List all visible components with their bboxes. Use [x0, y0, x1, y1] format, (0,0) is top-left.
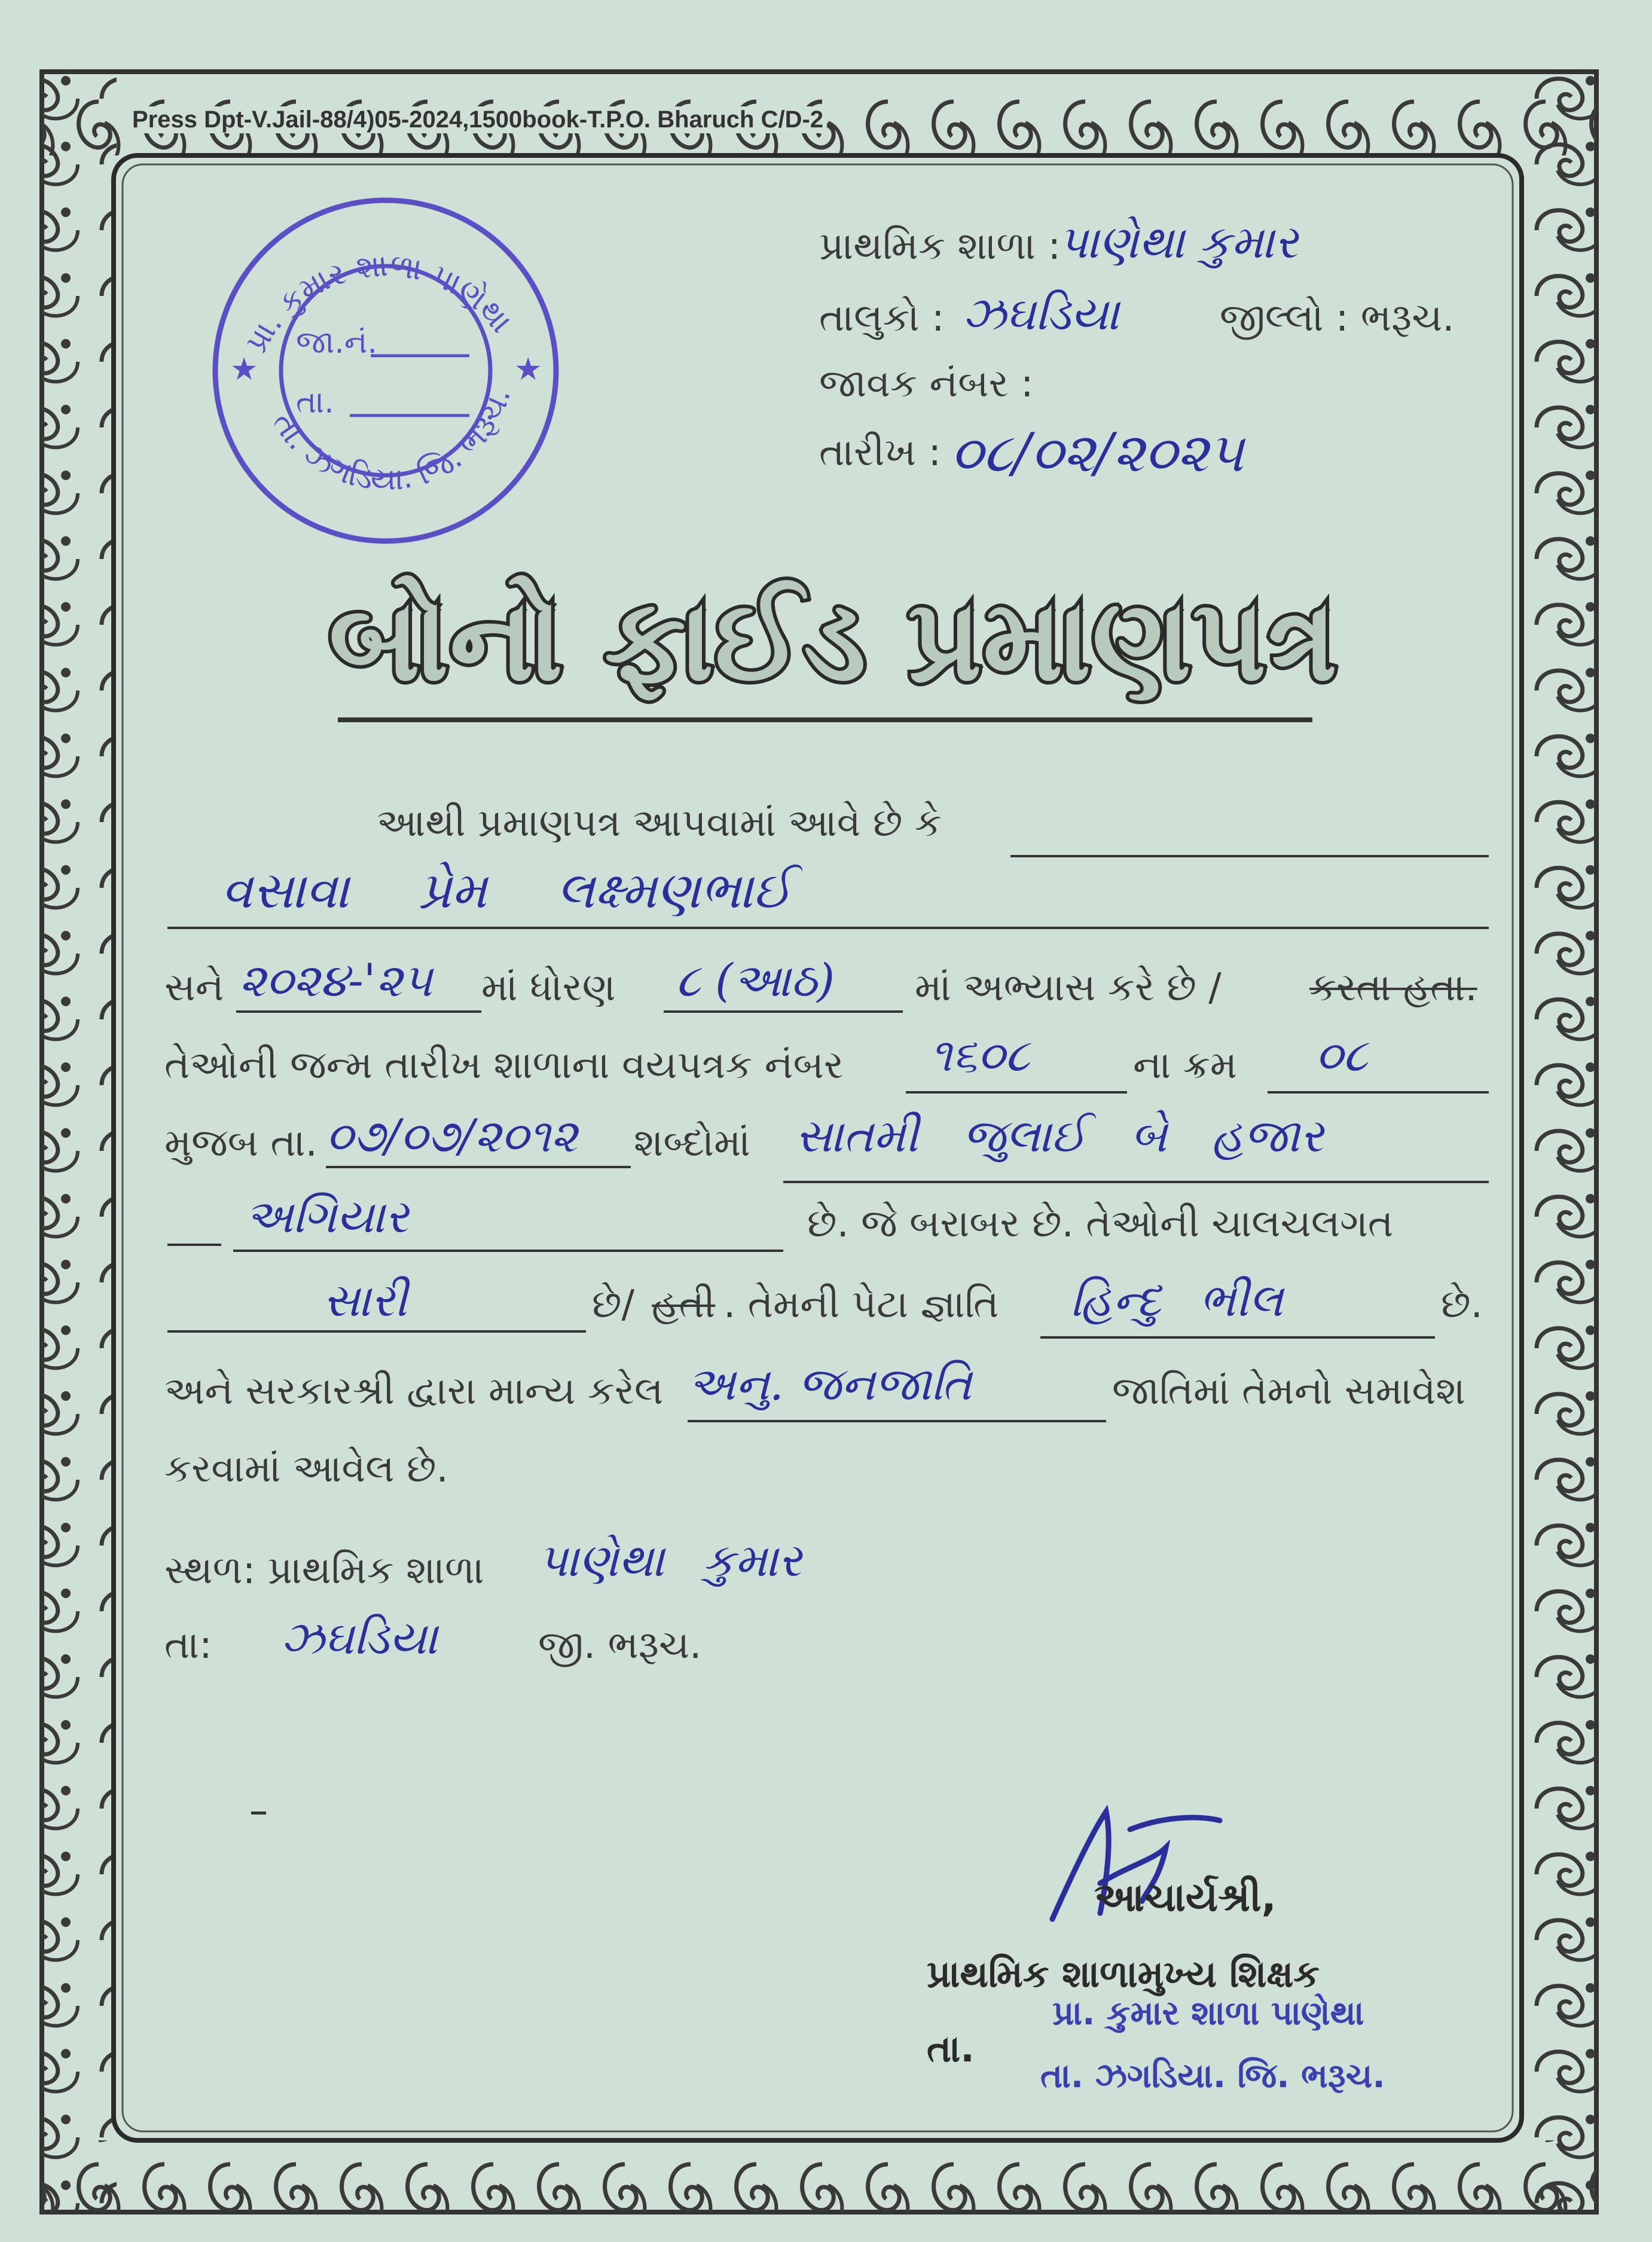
- stray-mark: [251, 1812, 266, 1815]
- signature-stamp-line-1: પ્રા. કુમાર શાળા પાણેથા: [1052, 1994, 1364, 2033]
- standard-line: [664, 1010, 903, 1013]
- taluka-value: ઝઘડિયા: [963, 287, 1119, 340]
- words-label: શબ્દોમાં: [634, 1121, 751, 1165]
- place-district: જી. ભરૂચ.: [538, 1623, 702, 1667]
- dob-words-2: અગિયાર: [245, 1190, 408, 1243]
- stamp-date-label: તા.: [296, 384, 334, 420]
- stamp-ring-top: પ્રા. કુમાર શાળા પાણેથા: [238, 247, 520, 359]
- principal-label: આચાર્યશ્રી,: [1094, 1874, 1277, 1920]
- press-line: Press Dpt-V.Jail-88/4)05-2024,1500book-T.P.O. Bharuch C/D-2: [129, 106, 827, 133]
- certificate-title: બોનો ફાઈડ પ્રમાણપત્ર: [329, 574, 1339, 706]
- conduct-line: [167, 1330, 586, 1333]
- dob-words-2-line: [233, 1250, 783, 1252]
- stamp-star-right: ★: [514, 352, 542, 387]
- school-round-stamp: [206, 191, 565, 550]
- serial-label: ના ક્રમ: [1133, 1043, 1238, 1088]
- serial-line: [1268, 1091, 1489, 1093]
- place-taluka-value: ઝઘડિયા: [281, 1611, 438, 1664]
- category-line: [688, 1420, 1106, 1422]
- subcaste-value: હિન્દુ ભીલ: [1070, 1273, 1283, 1327]
- student-name: વસાવા પ્રેમ લક્ષ્મણભાઈ: [221, 861, 792, 920]
- stamp-star-left: ★: [230, 352, 258, 387]
- year-prefix: સને: [164, 966, 224, 1010]
- dob-value: ૦૭/૦૭/૨૦૧૨: [326, 1109, 578, 1162]
- conduct-value: સારી: [323, 1273, 408, 1327]
- included-text: કરવામાં આવેલ છે.: [164, 1447, 448, 1491]
- academic-year: ૨૦૨૪-'૨૫: [239, 954, 433, 1007]
- taluka-label: તાલુકો :: [819, 296, 945, 340]
- signature-stamp-line-2: તા. ઝગડિયા. જિ. ભરૂચ.: [1040, 2057, 1385, 2096]
- studies-struck-text: કરતા હતા.: [1309, 966, 1477, 1010]
- date-label: તારીખ :: [819, 430, 942, 475]
- govt-approved-text: અને સરકારશ્રી દ્વારા માન્ય કરેલ: [164, 1369, 664, 1413]
- district-label: જીલ્લો : ભરૂચ.: [1220, 296, 1455, 340]
- birth-register-text: તેઓની જન્મ તારીખ શાળાના વયપત્રક નંબર: [164, 1043, 844, 1088]
- place-label: સ્થળ: પ્રાથમિક શાળા: [164, 1548, 484, 1593]
- outward-number-label: જાવક નંબર :: [819, 362, 1034, 406]
- signature-ta-label: તા.: [927, 2027, 975, 2070]
- designation-label: પ્રાથમિક શાળામુખ્ય શિક્ષક: [927, 1952, 1320, 1996]
- date-value: ૦૮/૦૨/૨૦૨૫: [951, 421, 1244, 484]
- register-number: ૧૬૦૮: [930, 1028, 1030, 1082]
- subcaste-suffix: છે.: [1441, 1282, 1483, 1327]
- school-value: પાણેથા કુમાર: [1058, 215, 1298, 268]
- dob-words-1: સાતમી જુલાઈ બે હજાર: [795, 1109, 1324, 1162]
- stamp-ring-bottom: તા. ઝગડિયા. જિ. ભરૂચ.: [265, 384, 518, 498]
- intro-text: આથી પ્રમાણપત્ર આપવામાં આવે છે કે: [377, 801, 942, 845]
- serial-value: ૦૮: [1315, 1028, 1368, 1082]
- place-value: પાણેથા કુમાર: [538, 1534, 802, 1587]
- caste-inclusion-text: જાતિમાં તેમનો સમાવેશ: [1112, 1369, 1465, 1413]
- studies-text: માં અભ્યાસ કરે છે /: [915, 966, 1222, 1010]
- stamp-outward-no-label: જા.નં.: [296, 325, 378, 361]
- place-taluka-label: તા:: [164, 1623, 212, 1667]
- as-per-label: મુજબ તા.: [164, 1121, 317, 1165]
- category-value: અનુ. જનજાતિ: [688, 1357, 972, 1410]
- school-label: પ્રાથમિક શાળા :: [819, 224, 1061, 268]
- conduct-struck-text: હતી: [652, 1282, 716, 1327]
- dob-words-line: [783, 1181, 1489, 1183]
- intro-blank-line: [1010, 855, 1489, 857]
- dob-words-2-lead-line: [167, 1244, 221, 1246]
- dob-line: [326, 1166, 631, 1168]
- register-line: [906, 1091, 1127, 1093]
- correct-conduct-text: છે. જે બરાબર છે. તેઓની ચાલચલગત: [807, 1202, 1394, 1246]
- title-underline: [338, 717, 1312, 722]
- year-line: [236, 1010, 481, 1013]
- standard-value: ૮ (આઠ): [676, 954, 835, 1007]
- student-name-line: [167, 927, 1489, 929]
- standard-label: માં ધોરણ: [481, 966, 616, 1010]
- conduct-suffix: છે/: [592, 1282, 635, 1327]
- subcaste-label: . તેમની પેટા જ્ઞાતિ: [723, 1282, 999, 1327]
- subcaste-line: [1040, 1336, 1435, 1339]
